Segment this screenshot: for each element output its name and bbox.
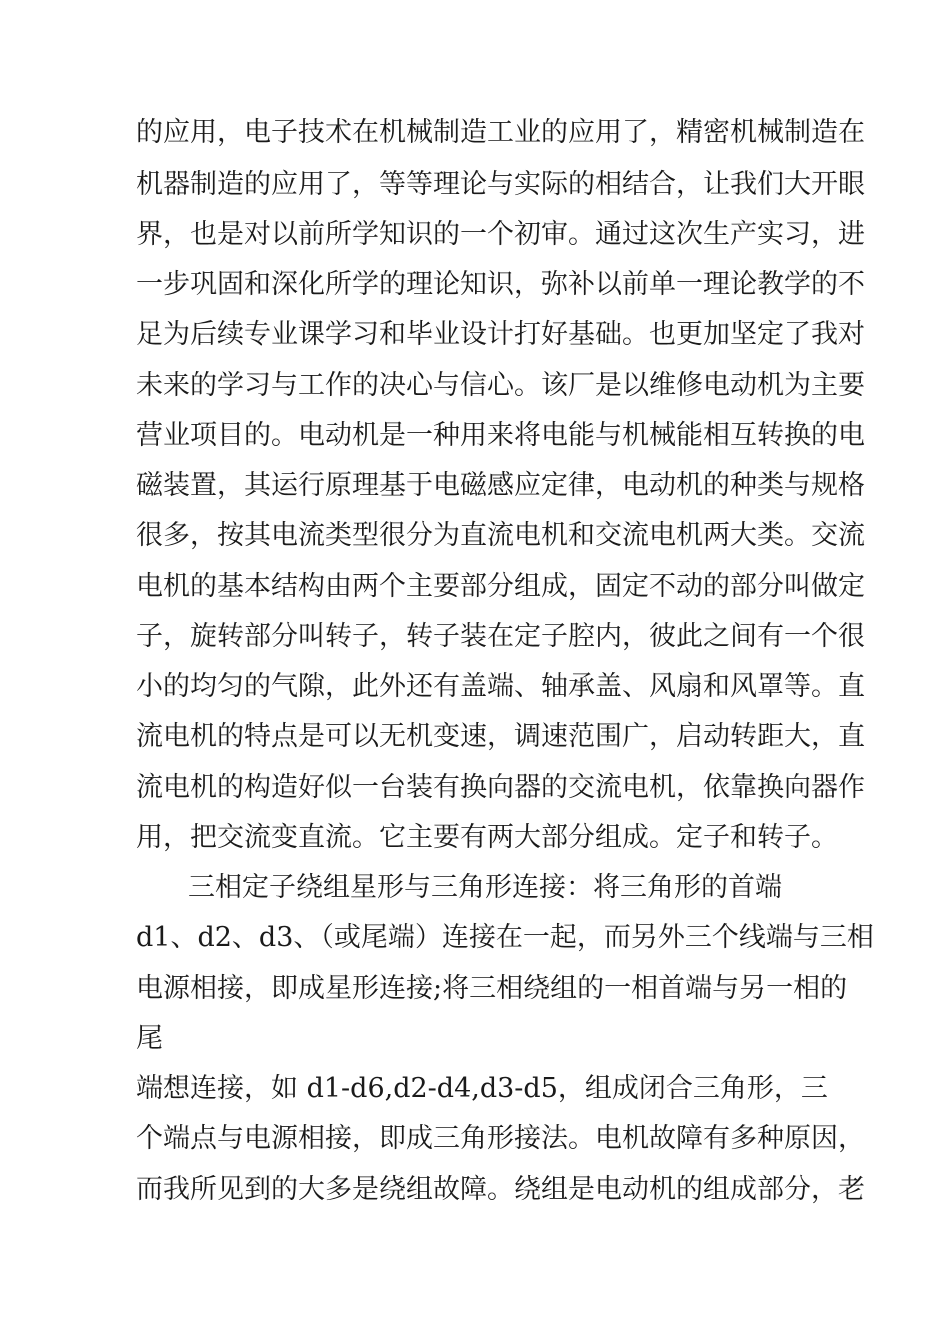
paragraph-line: 尾 xyxy=(136,1023,163,1054)
paragraph-line: 界，也是对以前所学知识的一个初审。通过这次生产实习，进 xyxy=(136,219,865,250)
paragraph-line: 的应用，电子技术在机械制造工业的应用了，精密机械制造在 xyxy=(136,117,865,148)
paragraph-line-indented: 三相定子绕组星形与三角形连接：将三角形的首端 xyxy=(188,872,782,903)
paragraph-line: 子，旋转部分叫转子，转子装在定子腔内，彼此之间有一个很 xyxy=(136,621,865,652)
paragraph-line: 机器制造的应用了，等等理论与实际的相结合，让我们大开眼 xyxy=(136,169,865,200)
paragraph-line: 电机的基本结构由两个主要部分组成，固定不动的部分叫做定 xyxy=(136,571,865,602)
paragraph-line: 用，把交流变直流。它主要有两大部分组成。定子和转子。 xyxy=(136,822,838,853)
paragraph-line: d1、d2、d3、（或尾端）连接在一起，而另外三个线端与三相 xyxy=(136,922,874,953)
paragraph-line: 一步巩固和深化所学的理论知识，弥补以前单一理论教学的不 xyxy=(136,269,865,300)
paragraph-line: 磁装置，其运行原理基于电磁感应定律，电动机的种类与规格 xyxy=(136,470,865,501)
paragraph-line: 流电机的构造好似一台装有换向器的交流电机，依靠换向器作 xyxy=(136,772,865,803)
paragraph-line: 电源相接，即成星形连接;将三相绕组的一相首端与另一相的 xyxy=(136,973,848,1004)
paragraph-line: 流电机的特点是可以无机变速，调速范围广，启动转距大，直 xyxy=(136,721,865,752)
paragraph-line: 个端点与电源相接，即成三角形接法。电机故障有多种原因， xyxy=(136,1123,865,1154)
paragraph-line: 端想连接，如 d1-d6,d2-d4,d3-d5，组成闭合三角形，三 xyxy=(136,1073,828,1104)
paragraph-line: 未来的学习与工作的决心与信心。该厂是以维修电动机为主要 xyxy=(136,370,865,401)
paragraph-line: 而我所见到的大多是绕组故障。绕组是电动机的组成部分，老 xyxy=(136,1174,865,1205)
paragraph-line: 足为后续专业课学习和毕业设计打好基础。也更加坚定了我对 xyxy=(136,319,865,350)
paragraph-line: 小的均匀的气隙，此外还有盖端、轴承盖、风扇和风罩等。直 xyxy=(136,671,865,702)
paragraph-line: 很多，按其电流类型很分为直流电机和交流电机两大类。交流 xyxy=(136,520,865,551)
paragraph-line: 营业项目的。电动机是一种用来将电能与机械能相互转换的电 xyxy=(136,420,865,451)
